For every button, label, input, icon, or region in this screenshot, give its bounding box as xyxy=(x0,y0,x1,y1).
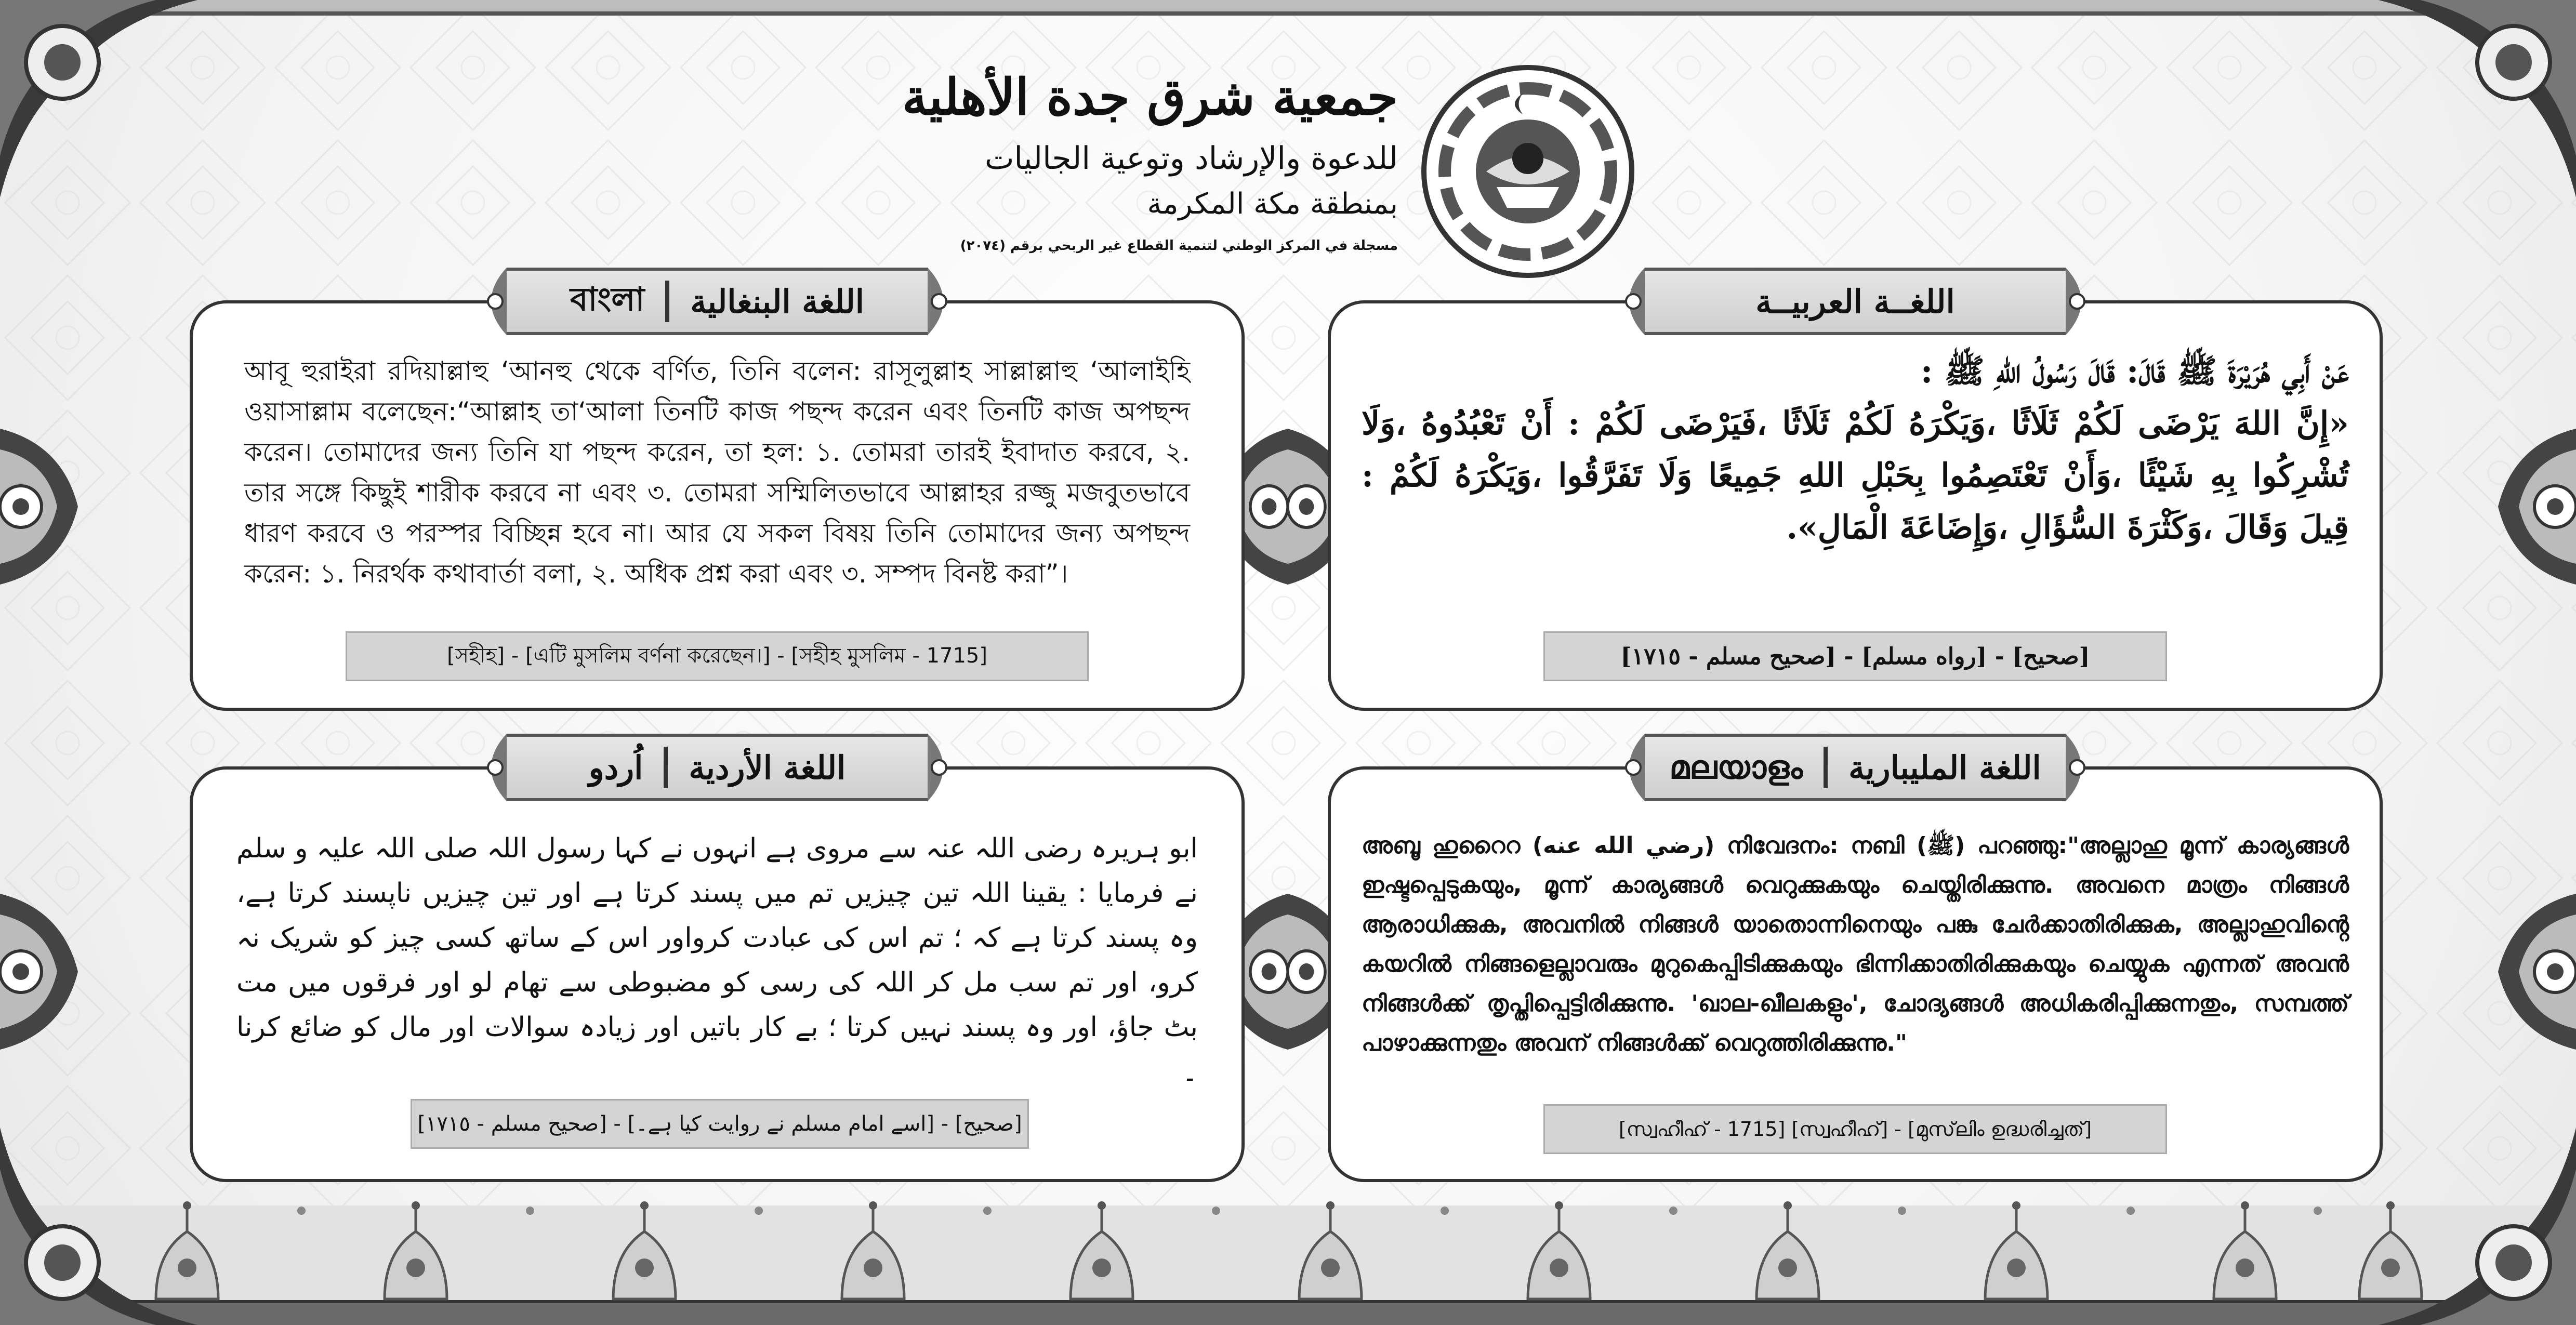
arabic-hadith-text xyxy=(1362,346,2349,553)
tab-ornament-right xyxy=(928,268,959,335)
tab-separator xyxy=(664,747,668,788)
arabic-source: [صحيح] - [رواه مسلم] - [صحيح مسلم - ١٧١٥] xyxy=(1543,631,2167,681)
malayalam-tab-arabic: اللغة المليبارية xyxy=(1848,748,2041,787)
tab-ornament-left xyxy=(1614,268,1645,335)
malayalam-tab-native: മലയാളം xyxy=(1669,748,1803,786)
malayalam-hadith-text: അബൂ ഹുറൈറ (رضي الله عنه) നിവേദനം: നബി (ﷺ) പറഞ്ഞു:"അല്ലാഹു മൂന്ന് കാര്യങ്ങൾ ഇഷ്ടപ്പെടുകയും, മൂന്ന് കാര്യങ്ങൾ വെറുക്കുകയും ചെയ്തിരിക്കുന്നു. അവനെ മാത്രം നിങ്ങൾ ആരാധിക്കുക, അവനിൽ നിങ്ങൾ യാതൊന്നിനെയും പങ്കു ചേർക്കാതിരിക്കുക, അല്ലാഹുവിൻ്റെ കയറിൽ നിങ്ങളെല്ലാവരും മുറുകെപ്പിടിക്കുകയും ഭിന്നിക്കാതിരിക്കുകയും ചെയ്യുക എന്നത് അവൻ നിങ്ങൾക്ക് തൃപ്തിപ്പെട്ടിരിക്കുന്നു. 'ഖാല-ഖീലകളും', ചോദ്യങ്ങൾ അധികരിപ്പിക്കുന്നതും, സമ്പത്ത് പാഴാക്കുന്നതും അവന് നിങ്ങൾക്ക് വെറുത്തിരിക്കുന്നു." xyxy=(1362,832,2349,1056)
arabic-body: «إِنَّ اللهَ يَرْضَى لَكُمْ ثَلَاثًا ،وَيَكْرَهُ لَكُمْ ثَلَاثًا ،فَيَرْضَى لَكُمْ : أَنْ تَعْبُدُوهُ ،وَلَا تُشْرِكُوا بِهِ شَيْئًا ،وَأَنْ تَعْتَصِمُوا بِحَبْلِ اللهِ جَمِيعًا وَلَا تَفَرَّقُوا ،وَيَكْرَهُ لَكُمْ : قِيلَ وَقَالَ ،وَكَثْرَةَ السُّؤَالِ ،وَإِضَاعَةَ الْمَالِ». xyxy=(1362,404,2349,546)
tab-separator xyxy=(1824,747,1828,788)
urdu-source: [صحیح] - [اسے امام مسلم نے روایت کیا ہے۔] - [صحيح مسلم - ١٧١٥] xyxy=(411,1099,1029,1149)
urdu-tab-arabic: اللغة الأردية xyxy=(689,748,846,787)
malayalam-source: [സ്വഹീഹ് - 1715] [സ്വഹീഹ്] - [മുസ്‌ലിം ഉദ്ധരിച്ചത്] xyxy=(1543,1104,2167,1154)
bengali-hadith-text: আবূ হুরাইরা রদিয়াল্লাহু ‘আনহু থেকে বর্ণিত, তিনি বলেন: রাসূলুল্লাহ সাল্লাল্লাহু ‘আলাইহি ওয়াসাল্লাম বলেছেন:“আল্লাহ তা‘আলা তিনটি কাজ পছন্দ করেন এবং তিনটি কাজ অপছন্দ করেন। তোমাদের জন্য তিনি যা পছন্দ করেন, তা হল: ১. তোমরা তারই ইবাদাত করবে, ২. তার সঙ্গে কিছুই শারীক করবে না এবং ৩. তোমরা সম্মিলিতভাবে আল্লাহর রজ্জু মজবুতভাবে ধারণ করবে ও পরস্পর বিচ্ছিন্ন হবে না। আর যে সকল বিষয় তিনি তোমাদের জন্য অপছন্দ করেন: ১. নিরর্থক কথাবার্তা বলা, ২. অধিক প্রশ্ন করা এবং ৩. সম্পদ বিনষ্ট করা”। xyxy=(244,356,1190,589)
malayalam-tab xyxy=(1645,734,2066,801)
bengali-source: [সহীহ] - [এটি মুসলিম বর্ণনা করেছেন।] - [সহীহ মুসলিম - 1715] xyxy=(346,631,1089,681)
arabic-tab xyxy=(1645,268,2066,335)
org-region: بمنطقة مكة المكرمة xyxy=(1147,187,1398,221)
arabic-tab-label: اللغــة العربيــة xyxy=(1755,282,1955,321)
tab-ornament-left xyxy=(475,268,507,335)
tab-ornament-left xyxy=(475,734,507,801)
tab-ornament-left xyxy=(1614,734,1645,801)
urdu-tab xyxy=(507,734,928,801)
org-title: جمعية شرق جدة الأهلية xyxy=(902,68,1398,126)
organization-header xyxy=(902,62,1637,281)
bengali-tab-native: বাংলা xyxy=(570,280,645,318)
org-registration: مسجلة في المركز الوطني لتنمية القطاع غير الربحي برقم (٢٠٧٤) xyxy=(960,238,1398,254)
urdu-hadith-text: ابو ہریرہ رضی اللہ عنہ سے مروی ہے انہوں نے کہا رسول اللہ صلی اللہ علیہ و سلم نے فرمایا : یقینا اللہ تین چیزیں تم میں پسند کرتا ہے اور تین چیزیں ناپسند کرتا ہے، وہ پسند کرتا ہے کہ ؛ تم اس کی عبادت کرواور اس کے ساتھ کسی چیز کو شریک نہ کرو، اور تم سب مل کر اللہ کی رسی کو مضبوطی سے تھام لو اور فرقوں میں مت بٹ جاؤ، اور وہ پسند نہیں کرتا ؛ بے کار باتیں اور زیادہ سوالات اور مال کو ضائع کرنا ۔ xyxy=(236,833,1198,1088)
tab-separator xyxy=(665,281,669,322)
urdu-tab-native: اُردو xyxy=(588,748,643,787)
tab-ornament-right xyxy=(2066,268,2097,335)
tab-ornament-right xyxy=(928,734,959,801)
org-subtitle: للدعوة والإرشاد وتوعية الجاليات xyxy=(984,140,1398,177)
arabic-intro: عَنْ أَبِي هُرَيْرَةَ ﷺ قَالَ: قَالَ رَسُولُ اللهِ ﷺ : xyxy=(1920,352,2349,391)
bengali-tab xyxy=(507,268,928,335)
tab-ornament-right xyxy=(2066,734,2097,801)
org-logo-emblem xyxy=(1419,62,1637,281)
bengali-tab-arabic: اللغة البنغالية xyxy=(690,282,864,321)
